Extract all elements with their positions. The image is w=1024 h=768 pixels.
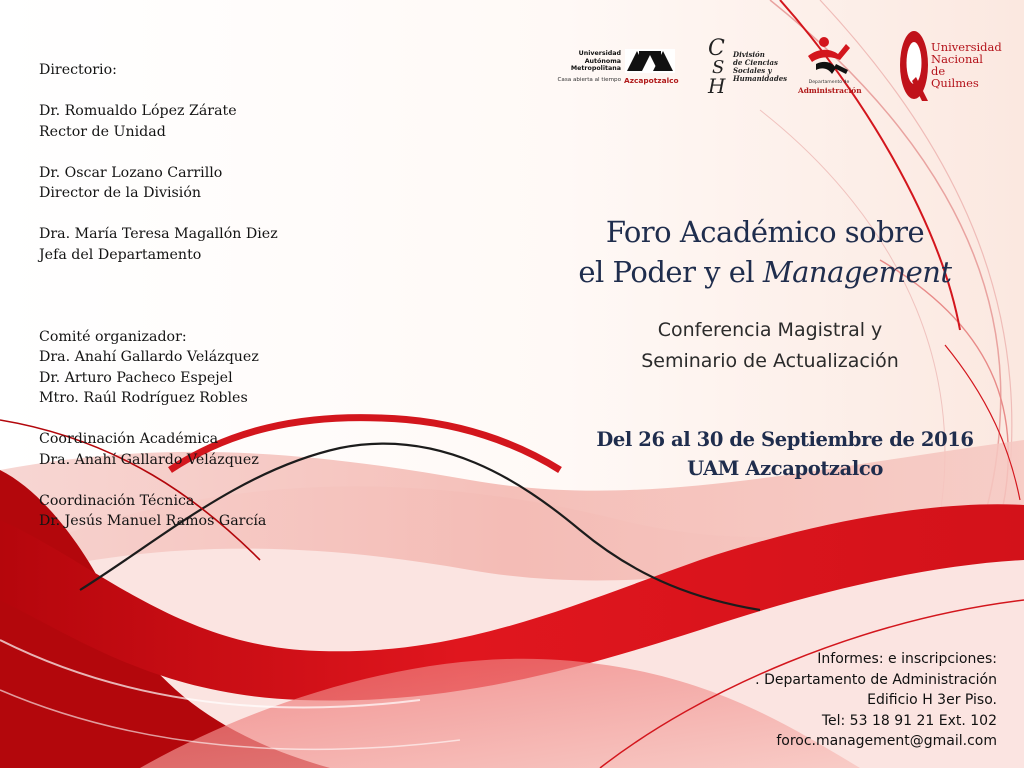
committee-member: Dra. Anahí Gallardo Velázquez [39, 349, 259, 365]
committee-member: Mtro. Raúl Rodríguez Robles [39, 390, 248, 406]
event-subtitle-line1: Conferencia Magistral y [657, 319, 883, 341]
unq-logo-text: Universidad Nacional de Quilmes [931, 40, 1002, 90]
csh-logo-text: División de Ciencias Sociales y Humanidades [733, 50, 788, 83]
svg-text:S: S [712, 57, 725, 78]
event-subtitle [590, 315, 950, 377]
event-venue: UAM Azcapotzalco [687, 457, 883, 480]
rector-name: Dr. Romualdo López Zárate [39, 103, 237, 119]
uam-tagline: Casa abierta al tiempo [557, 77, 621, 83]
director-role: Director de la División [39, 185, 202, 201]
administration-logo [798, 34, 860, 96]
svg-text:H: H [708, 74, 726, 97]
director-name: Dr. Oscar Lozano Carrillo [39, 164, 223, 181]
unq-emblem-icon [898, 27, 932, 105]
directory-heading: Directorio: [39, 62, 117, 78]
uam-campus: Azcapotzalco [624, 76, 679, 85]
event-title-line2: el Poder y el Management [578, 255, 952, 289]
csh-letters-icon [706, 33, 736, 97]
info-building: Edificio H 3er Piso. [867, 692, 997, 708]
academic-coordinator: Dra. Anahí Gallardo Velázquez [39, 451, 259, 468]
info-department: . Departamento de Administración [755, 671, 997, 688]
uam-logo-text: Universidad Autónoma Metropolitana [570, 50, 621, 73]
management-word: Management [762, 255, 952, 289]
administration-logo-small-text: Departamento de [808, 80, 850, 85]
administration-logo-title: Administración [798, 86, 862, 95]
info-phone: Tel: 53 18 91 21 Ext. 102 [821, 712, 997, 729]
event-title-line1: Foro Académico sobre [605, 215, 925, 249]
committee-member: Dr. Arturo Pacheco Espejel [39, 369, 233, 386]
event-dates [560, 425, 1010, 483]
info-email[interactable]: foroc.management@gmail.com [776, 733, 997, 749]
department-head-name: Dra. María Teresa Magallón Diez [39, 226, 278, 242]
technical-coordinator: Dr. Jesús Manuel Ramos García [39, 513, 267, 529]
info-heading: Informes: e inscripciones: [817, 651, 997, 667]
event-date-range: Del 26 al 30 de Septiembre de 2016 [596, 428, 974, 451]
technical-coordination-heading: Coordinación Técnica [39, 492, 195, 509]
academic-coordination-heading: Coordinación Académica [39, 431, 219, 447]
unq-logo [898, 27, 1002, 105]
registration-info [697, 649, 997, 752]
csh-logo [706, 33, 788, 99]
directory-column [39, 60, 339, 532]
rector-role: Rector de Unidad [39, 123, 166, 140]
svg-text:C: C [708, 36, 725, 61]
event-title [540, 212, 990, 292]
administration-emblem-icon [802, 34, 856, 78]
committee-heading: Comité organizador: [39, 328, 187, 345]
uam-emblem-icon [625, 49, 675, 73]
department-head-role: Jefa del Departamento [39, 246, 202, 263]
event-subtitle-line2: Seminario de Actualización [641, 350, 899, 372]
uam-logo [549, 46, 679, 90]
